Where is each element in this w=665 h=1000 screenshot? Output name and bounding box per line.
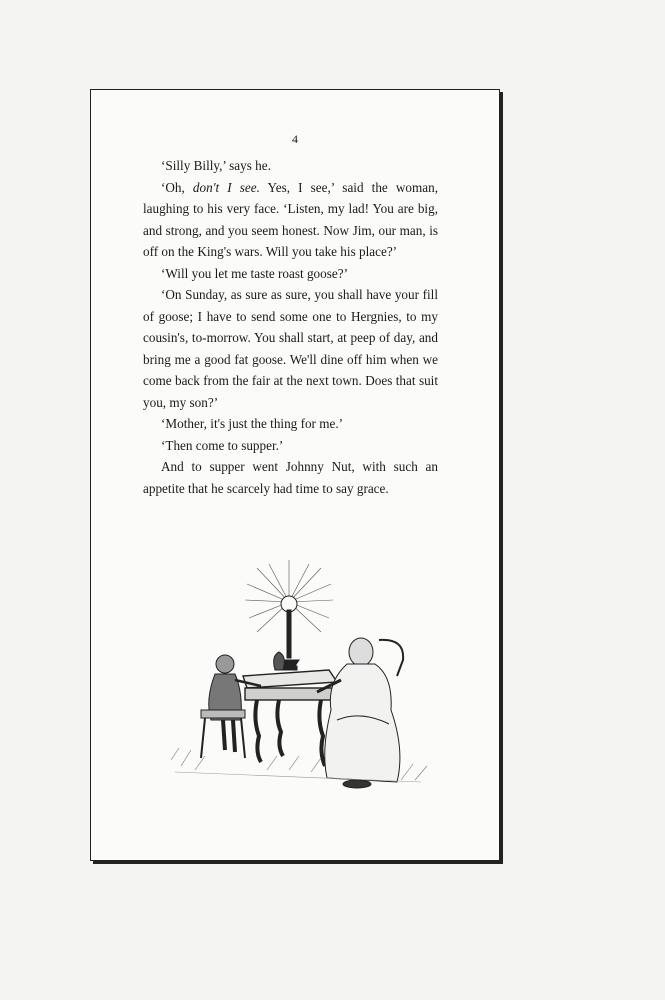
story-text — [143, 155, 438, 499]
paragraph: ‘Then come to supper.’ — [161, 437, 284, 453]
paragraph: ‘On Sunday, as sure as sure, you shall have your fill of goose; I have to send some one to Hergnies, to my cousin's, to-morrow. You shall start, at peep of day, and bring me a good fat goose. We'll dine off him when we come back from the fair at the next town. Does that suit you, my son?’ — [143, 287, 438, 410]
jug — [274, 652, 285, 670]
paragraph: And to supper went Johnny Nut, with such an appetite that he scarcely had time to say grace. — [143, 459, 438, 496]
paragraph: ‘Will you let me taste roast goose?’ — [161, 265, 348, 281]
boy-figure — [201, 655, 261, 758]
paragraph: ‘Silly Billy,’ says he. — [161, 158, 271, 173]
book-page — [90, 89, 500, 861]
paragraph: ‘Mother, it's just the thing for me.’ — [161, 416, 344, 431]
paragraph: ‘Oh, don't I see. Yes, I see,’ said the woman, laughing to his very face. ‘Listen, my lad! You are big, and strong, and you seem honest. Now Jim, our man, is off on the King's wars. Will you take his place?’ — [143, 179, 438, 259]
supper-illustration — [171, 560, 431, 800]
page-number: 4 — [292, 132, 298, 146]
woman-figure — [317, 638, 403, 788]
